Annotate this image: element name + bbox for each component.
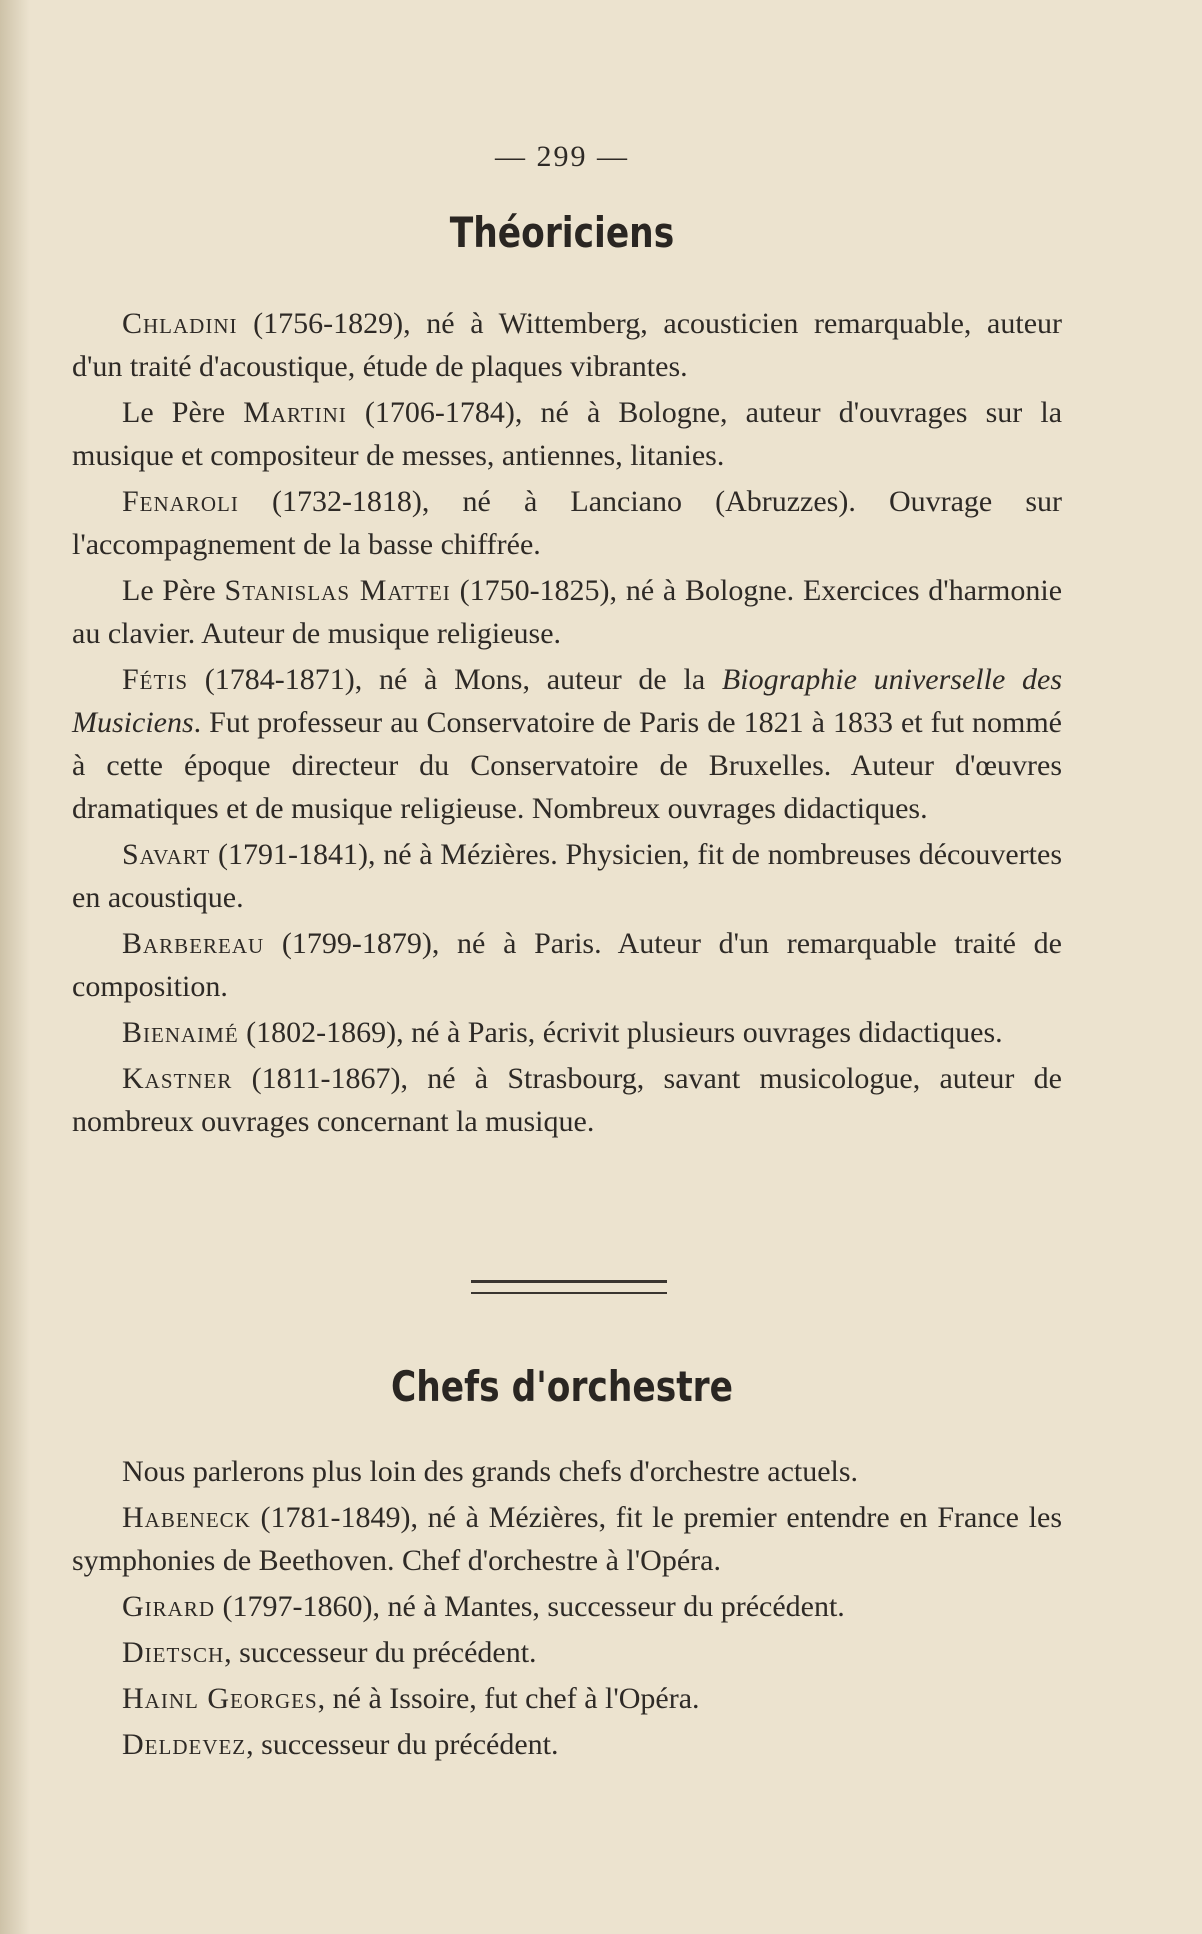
person-name: Kastner [122, 1062, 233, 1095]
entry-text: (1784-1871), né à Mons, auteur de la [188, 663, 722, 696]
entry-text: (1791-1841), né à Mézières. Physicien, fit de nombreuses découvertes en acoustique. [72, 838, 1062, 914]
section-heading-theoriciens: Théoriciens [449, 208, 675, 257]
person-name: Bienaimé [122, 1016, 239, 1049]
person-name: Fenaroli [122, 485, 239, 518]
section-theoriciens [72, 302, 1062, 1146]
entry-prefix: Le Père [122, 574, 225, 607]
page-edge-shadow [0, 0, 30, 1934]
person-name: Deldevez [122, 1728, 247, 1761]
section-divider [471, 1280, 667, 1294]
entry-text: (1756-1829), né à Wittemberg, acousticien remarquable, auteur d'un traité d'acoustique, étude de plaques vibrantes. [72, 307, 1062, 383]
entry-text: , né à Issoire, fut chef à l'Opéra. [317, 1682, 700, 1715]
entry-paragraph [72, 1677, 1062, 1720]
entry-paragraph [72, 1496, 1062, 1582]
entry-text: (1732-1818), né à Lanciano (Abruzzes). Ouvrage sur l'accompagnement de la basse chiffrée. [72, 485, 1062, 561]
entry-text: (1706-1784), né à Bologne, auteur d'ouvrages sur la musique et compositeur de messes, antiennes, litanies. [72, 396, 1063, 472]
entry-text: , successeur du précédent. [246, 1728, 559, 1761]
entry-paragraph [72, 922, 1062, 1008]
entry-paragraph [72, 1450, 1062, 1493]
person-name: Savart [122, 838, 211, 871]
entry-prefix: Le Père [122, 396, 244, 429]
person-name: Habeneck [122, 1501, 251, 1534]
person-name: Martini [243, 396, 347, 429]
entry-paragraph [72, 1723, 1062, 1766]
entry-paragraph [72, 1585, 1062, 1628]
person-name: Barbereau [122, 927, 265, 960]
entry-paragraph [72, 1631, 1062, 1674]
page-number: — 299 — [495, 140, 629, 173]
entry-paragraph [72, 1057, 1062, 1143]
section-chefs-orchestre [72, 1450, 1062, 1769]
person-name: Dietsch [122, 1636, 225, 1669]
entry-paragraph [72, 1011, 1062, 1054]
entry-paragraph [72, 833, 1062, 919]
entry-text: (1802-1869), né à Paris, écrivit plusieurs ouvrages didactiques. [238, 1016, 1003, 1049]
person-name: Fétis [122, 663, 189, 696]
entry-paragraph [72, 391, 1062, 477]
entry-text: (1811-1867), né à Strasbourg, savant musicologue, auteur de nombreux ouvrages concernant la musique. [72, 1062, 1062, 1138]
person-name: Stanislas Mattei [224, 574, 451, 607]
entry-paragraph [72, 302, 1062, 388]
entry-text: (1781-1849), né à Mézières, fit le premier entendre en France les symphonies de Beethoven. Chef d'orchestre à l'Opéra. [72, 1501, 1062, 1577]
person-name: Hainl Georges [122, 1682, 318, 1715]
person-name: Girard [122, 1590, 216, 1623]
entry-text: Nous parlerons plus loin des grands chefs d'orchestre actuels. [122, 1455, 859, 1488]
entry-paragraph [72, 480, 1062, 566]
entry-text: . Fut professeur au Conservatoire de Paris de 1821 à 1833 et fut nommé à cette époque directeur du Conservatoire de Bruxelles. Auteur d'œuvres dramatiques et de musique religieuse. Nombreux ouvrages didactiques. [72, 706, 1062, 825]
entry-paragraph [72, 658, 1062, 830]
entry-text: (1799-1879), né à Paris. Auteur d'un remarquable traité de composition. [72, 927, 1062, 1003]
entry-text: , successeur du précédent. [224, 1636, 537, 1669]
entry-text: (1797-1860), né à Mantes, successeur du précédent. [215, 1590, 845, 1623]
entry-text: (1750-1825), né à Bologne. Exercices d'harmonie au clavier. Auteur de musique religieuse. [72, 574, 1063, 650]
section-heading-chefs-orchestre: Chefs d'orchestre [390, 1362, 734, 1411]
person-name: Chladini [122, 307, 238, 340]
entry-paragraph [72, 569, 1062, 655]
book-title: Biographie universelle des Musiciens [72, 663, 1063, 739]
